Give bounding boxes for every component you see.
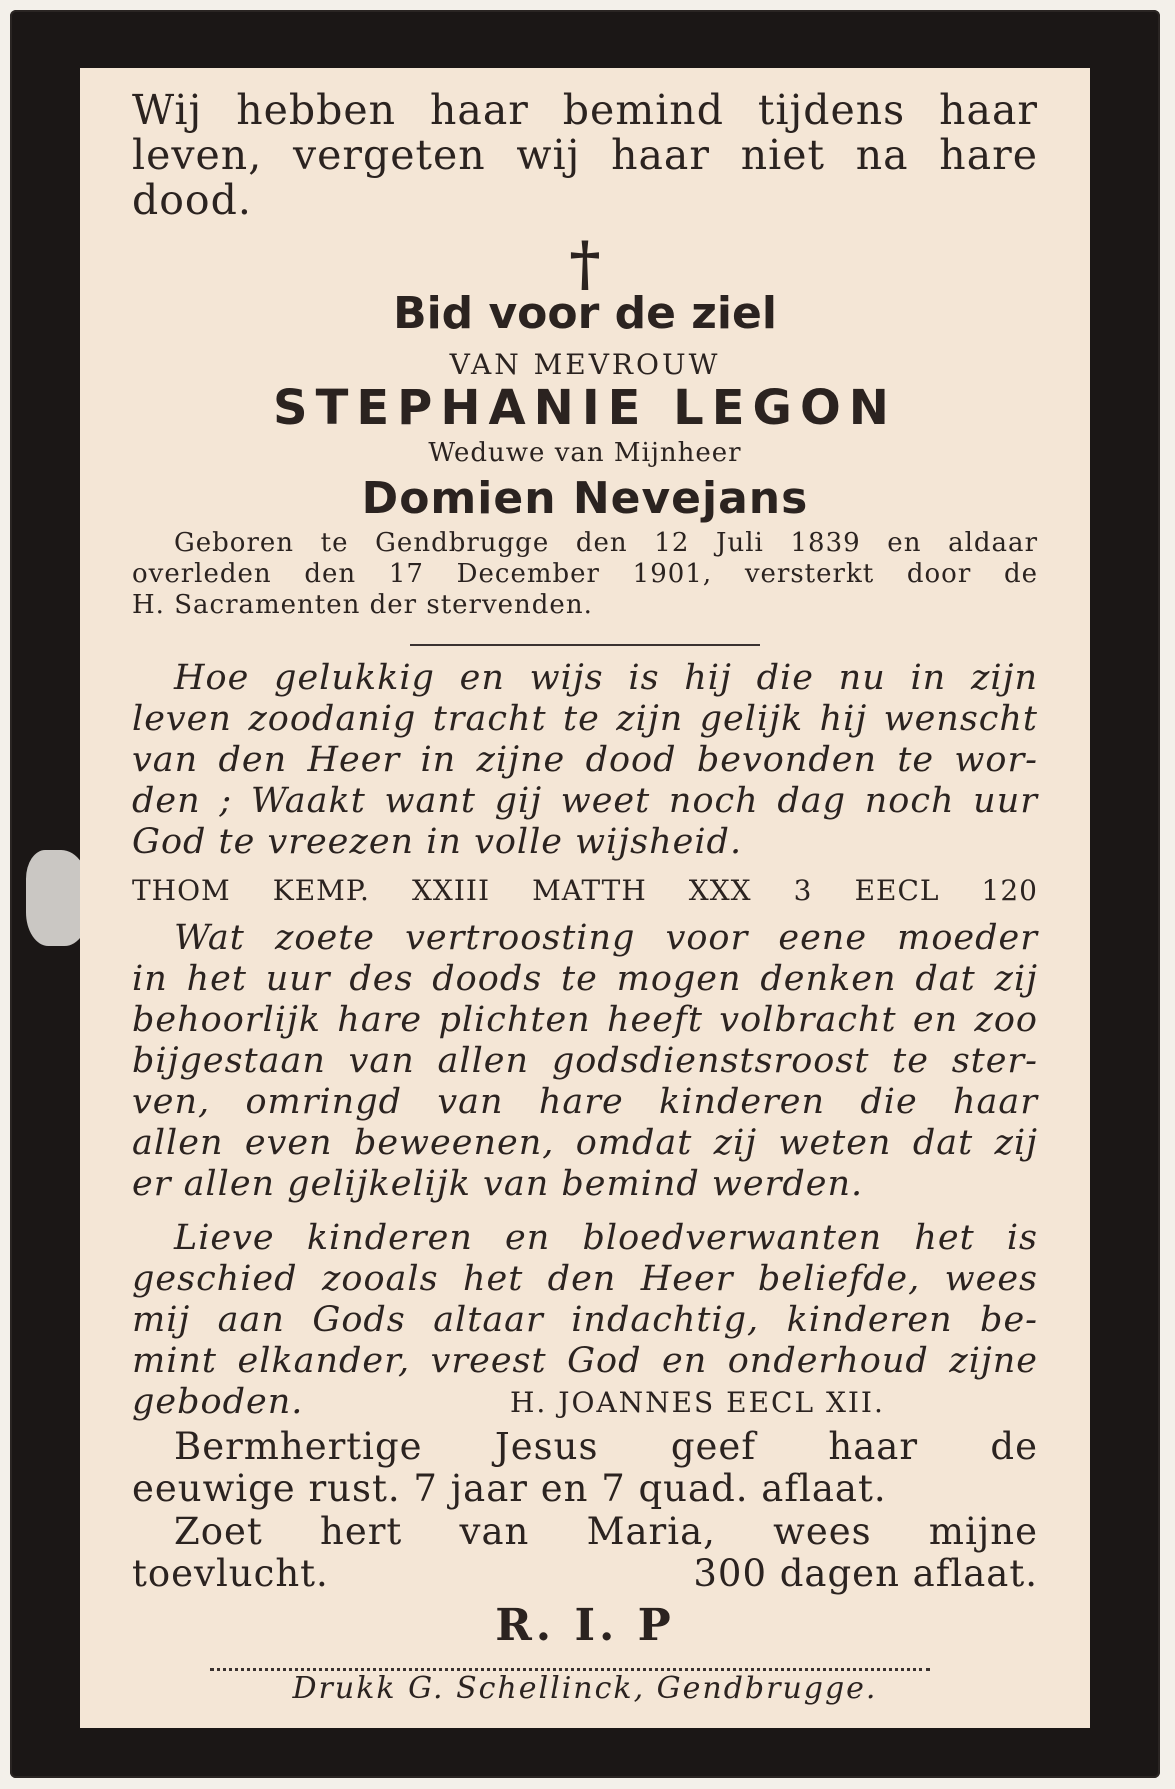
prayer-jesus (132, 1426, 1038, 1510)
birth-death-details (132, 528, 1038, 621)
prayer-heading: Bid voor de ziel (393, 288, 777, 339)
mourning-card (10, 10, 1160, 1778)
verse-line: behoorlijk hare plichten heeft volbracht en zoo (132, 1000, 1038, 1040)
title-van: VAN MEVROUW (449, 348, 721, 381)
verse-line: ven, omringd van hare kinderen die haar (132, 1082, 1038, 1122)
verse-line: allen even beweenen, omdat zij weten dat zij (132, 1123, 1038, 1163)
cross-icon: † (569, 229, 601, 299)
born-line: H. Sacramenten der stervenden. (132, 590, 593, 620)
verse-line: leven zoodanig tracht te zijn gelijk hij wenscht (132, 699, 1038, 739)
rip-text: R. I. P (495, 1600, 675, 1651)
verse-line: geboden. (132, 1382, 304, 1422)
born-line: overleden den 17 December 1901, versterkt door de (132, 559, 1038, 589)
prayer-line: Bermhertige Jesus geef haar de (174, 1425, 1038, 1468)
motto-line: dood. (132, 176, 252, 224)
prayer-line: eeuwige rust. 7 jaar en 7 quad. aflaat. (132, 1467, 887, 1510)
verse-line: mij aan Gods altaar indachtig, kinderen be- (132, 1300, 1038, 1340)
verse-line: geschied zooals het den Heer beliefde, wees (132, 1259, 1038, 1299)
divider (410, 644, 760, 646)
card-paper (80, 68, 1090, 1728)
verse-line: Wat zoete vertroosting voor eene moeder (174, 918, 1038, 958)
deceased-name: STEPHANIE LEGON (273, 380, 897, 436)
verse-1 (132, 658, 1038, 863)
verse-line: er allen gelijkelijk van bemind werden. (132, 1164, 864, 1204)
verse-1-source: THOM KEMP. XXIII MATTH XXX 3 EECL 120 (132, 874, 1038, 907)
husband-name: Domien Nevejans (361, 473, 809, 524)
motto (132, 88, 1038, 223)
verse-line: bijgestaan van allen godsdienstsroost te ster- (132, 1041, 1038, 1081)
prayer-line (132, 1553, 1038, 1595)
verse-line: van den Heer in zijne dood bevonden te wor- (132, 740, 1038, 780)
verse-3-source: H. JOANNES EECL XII. (510, 1386, 885, 1419)
printer-credit: Drukk G. Schellinck, Gendbrugge. (292, 1671, 878, 1706)
born-line: Geboren te Gendbrugge den 12 Juli 1839 en aldaar (174, 528, 1038, 558)
prayer-maria (132, 1511, 1038, 1595)
verse-line: God te vreezen in volle wijsheid. (132, 822, 743, 862)
motto-line: leven, vergeten wij haar niet na hare (132, 131, 1038, 179)
prayer-word: toevlucht. (132, 1552, 329, 1595)
prayer-line: Zoet hert van Maria, wees mijne (174, 1510, 1038, 1553)
verse-2 (132, 918, 1038, 1205)
motto-line: Wij hebben haar bemind tijdens haar (132, 86, 1038, 134)
verse-line: den ; Waakt want gij weet noch dag noch uur (132, 781, 1038, 821)
verse-line: Lieve kinderen en bloedverwanten het is (174, 1218, 1038, 1258)
verse-line: mint elkander, vreest God en onderhoud zijne (132, 1341, 1038, 1381)
widow-line: Weduwe van Mijnheer (428, 438, 742, 468)
indulgence-text: 300 dagen aflaat. (693, 1552, 1038, 1595)
verse-line: Hoe gelukkig en wijs is hij die nu in zijn (174, 658, 1038, 698)
verse-line: in het uur des doods te mogen denken dat zij (132, 959, 1038, 999)
